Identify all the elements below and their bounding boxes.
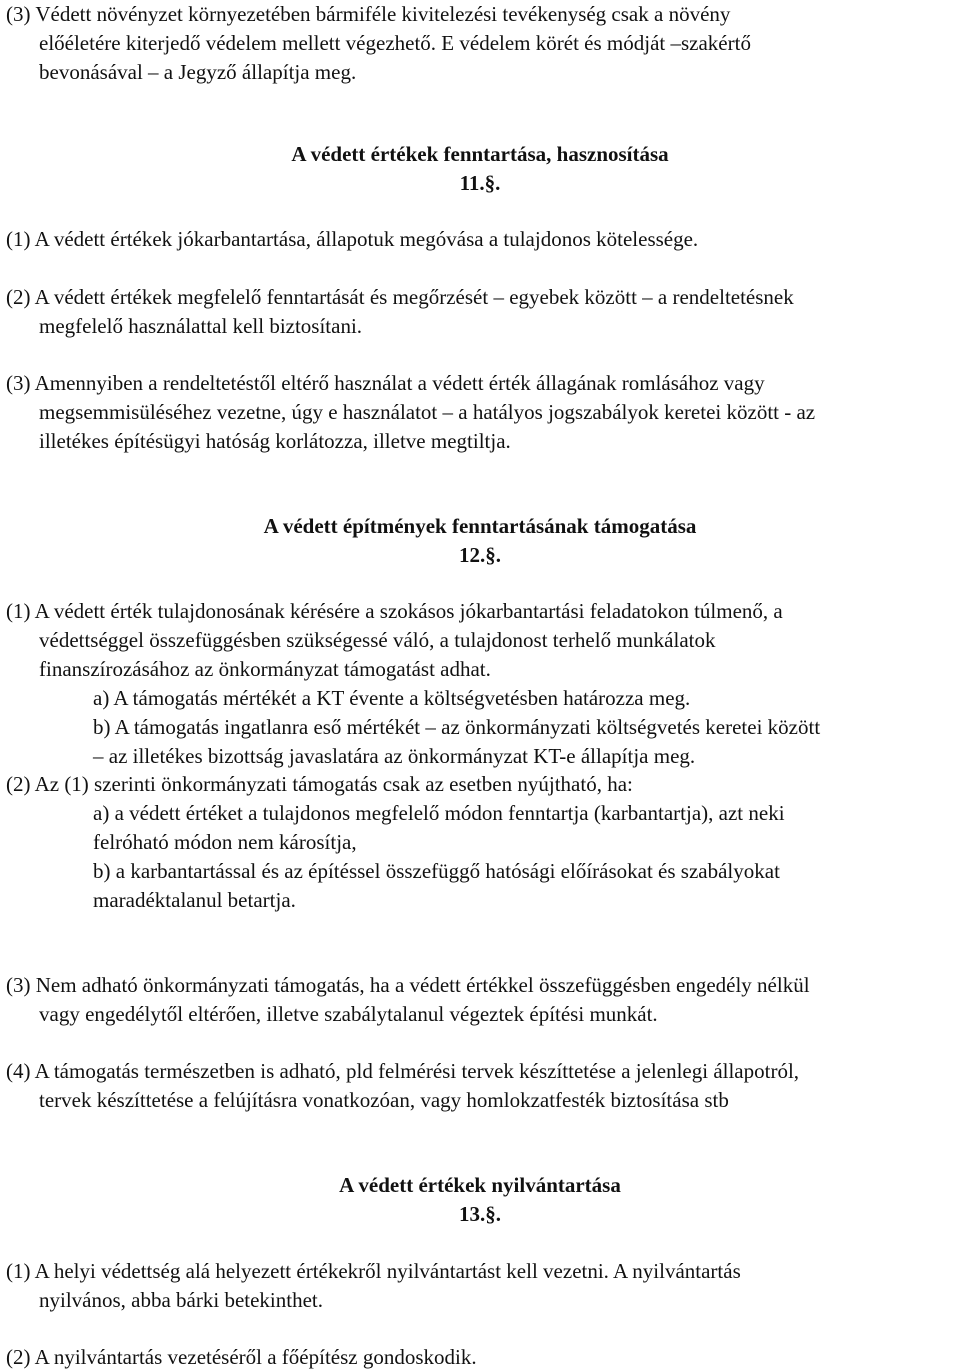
section-13-heading: A védett értékek nyilvántartása <box>339 1173 621 1197</box>
text-line: nyilvános, abba bárki betekinthet. <box>39 1288 324 1312</box>
text-line: (2) A nyilvántartás vezetéséről a főépítész gondoskodik. <box>6 1345 477 1369</box>
text-line: előéletére kiterjedő védelem mellett végezhető. E védelem körét és módját –szakértő <box>39 31 751 55</box>
text-line: (3) Védett növényzet környezetében bármiféle kivitelezési tevékenység csak a növény <box>6 2 731 26</box>
text-line: (2) A védett értékek megfelelő fenntartását és megőrzését – egyebek között – a rendeltetésnek <box>6 285 794 309</box>
text-line: (2) Az (1) szerinti önkormányzati támogatás csak az esetben nyújtható, ha: <box>6 772 633 796</box>
text-line: védettséggel összefüggésben szükségessé váló, a tulajdonost terhelő munkálatok <box>39 628 716 652</box>
section-13-number: 13.§. <box>459 1202 501 1226</box>
text-line: vagy engedélytől eltérően, illetve szabálytalanul végeztek építési munkát. <box>39 1002 658 1026</box>
text-line: illetékes építésügyi hatóság korlátozza, illetve megtiltja. <box>39 429 511 453</box>
text-line: (1) A helyi védettség alá helyezett értékekről nyilvántartást kell vezetni. A nyilvántartás <box>6 1259 741 1283</box>
section-11-paragraph-1 <box>6 225 954 254</box>
text-line: (3) Nem adható önkormányzati támogatás, ha a védett értékkel összefüggésben engedély nélkül <box>6 973 810 997</box>
text-line: (1) A védett érték tulajdonosának kérésére a szokásos jókarbantartási feladatokon túlmenő, a <box>6 599 783 623</box>
section-12-number: 12.§. <box>459 543 501 567</box>
section-12-paragraph-2 <box>6 770 954 915</box>
text-line: (4) A támogatás természetben is adható, pld felmérési tervek készíttetése a jelenlegi állapotról, <box>6 1059 800 1083</box>
section-12-heading: A védett építmények fenntartásának támogatása <box>263 514 697 538</box>
text-line: b) A támogatás ingatlanra eső mértékét – az önkormányzati költségvetés keretei között <box>93 715 821 739</box>
text-line: felróható módon nem károsítja, <box>93 830 357 854</box>
section-11-paragraph-2 <box>6 283 954 341</box>
text-line: a) A támogatás mértékét a KT évente a költségvetésben határozza meg. <box>93 686 691 710</box>
section-11-paragraph-3 <box>6 369 954 456</box>
text-line: b) a karbantartással és az építéssel összefüggő hatósági előírásokat és szabályokat <box>93 859 780 883</box>
section-13-paragraph-2 <box>6 1343 954 1372</box>
section-11-number: 11.§. <box>459 171 501 195</box>
text-line: maradéktalanul betartja. <box>93 888 296 912</box>
text-line: tervek készíttetése a felújításra vonatkozóan, vagy homlokzatfesték biztosítása stb <box>39 1088 729 1112</box>
text-line: bevonásával – a Jegyző állapítja meg. <box>39 60 357 84</box>
section-12-paragraph-4 <box>6 1057 954 1115</box>
section-12-paragraph-1 <box>6 597 954 771</box>
text-line: (1) A védett értékek jókarbantartása, állapotuk megóvása a tulajdonos kötelessége. <box>6 227 699 251</box>
section-11-heading: A védett értékek fenntartása, hasznosítása <box>291 142 669 166</box>
text-line: megfelelő használattal kell biztosítani. <box>39 314 363 338</box>
text-line: a) a védett értéket a tulajdonos megfelelő módon fenntartja (karbantartja), azt neki <box>93 801 785 825</box>
text-line: (3) Amennyiben a rendeltetéstől eltérő használat a védett érték állagának romlásához vagy <box>6 371 765 395</box>
text-line: – az illetékes bizottság javaslatára az önkormányzat KT-e állapítja meg. <box>93 744 696 768</box>
text-line: finanszírozásához az önkormányzat támogatást adhat. <box>39 657 491 681</box>
text-line: megsemmisüléséhez vezetne, úgy e használatot – a hatályos jogszabályok keretei között - az <box>39 400 816 424</box>
paragraph-10-3 <box>6 0 954 87</box>
section-13-paragraph-1 <box>6 1257 954 1315</box>
section-12-paragraph-3 <box>6 971 954 1029</box>
